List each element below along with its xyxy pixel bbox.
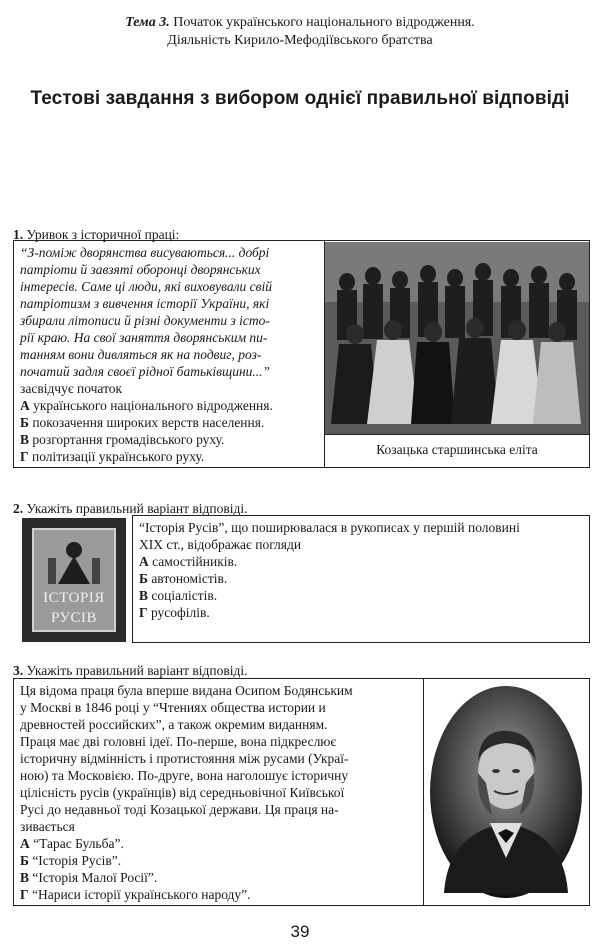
q3-option-d[interactable]: Г “Нариси історії українського народу”. — [20, 887, 251, 902]
q2-option-c[interactable]: В соціалістів. — [139, 588, 218, 603]
q2-text — [139, 519, 585, 621]
q3-text-line: історичну відмінність і протистояння між русами (Украї- — [20, 751, 349, 766]
topic-label: Тема 3. — [125, 15, 170, 30]
q2-book-cover — [22, 518, 126, 642]
q3-option-b[interactable]: Б “Історія Русів”. — [20, 853, 122, 868]
group-photo-illustration — [325, 242, 589, 434]
q1-text — [20, 244, 320, 465]
q2-option-d[interactable]: Г русофілів. — [139, 605, 210, 620]
section-title: Тестові завдання з вибором однієї правильної відповіді — [30, 88, 570, 109]
q1-quote-line: патріоти й завзяті оборонці дворянських — [20, 262, 261, 277]
q1-follow-text: засвідчує початок — [20, 381, 123, 396]
q3-option-a[interactable]: А “Тарас Бульба”. — [20, 836, 124, 851]
q2-number: 2. — [13, 501, 24, 516]
topic-line-1: Початок українського національного відродження. — [173, 15, 475, 30]
q3-text-line: зивається — [20, 819, 75, 834]
q1-quote-line: рії краю. На свої заняття дворянським пи- — [20, 330, 268, 345]
q2-option-b[interactable]: Б автономістів. — [139, 571, 228, 586]
book-cover-frame — [32, 528, 116, 632]
q1-quote-line: “З-поміж дворянства висуваються... добрі — [20, 245, 270, 260]
q3-heading — [13, 663, 248, 679]
q1-quote-line: танням вони дивляться як на подвиг, роз- — [20, 347, 262, 362]
q3-text-line: древностей российских”, а також окремим виданням. — [20, 717, 328, 732]
q1-option-b[interactable]: Б покозачення широких верств населення. — [20, 415, 265, 430]
q1-quote-line: збирали літописи й різні документи з істо- — [20, 313, 270, 328]
q1-quote-line: патріотизм з вивчення історії України, які — [20, 296, 270, 311]
q1-option-d[interactable]: Г політизації українського руху. — [20, 449, 205, 464]
q1-quote-line: інтересів. Саме ці люди, які виховували свій — [20, 279, 273, 294]
q3-portrait — [426, 683, 586, 901]
q3-text — [20, 682, 420, 903]
q3-text-line: ною) та Московією. По-друге, вона наголошує історичну — [20, 768, 349, 783]
topic-line-2: Діяльність Кирило-Мефодіївського братства — [167, 33, 433, 48]
q2-text-line: “Історія Русів”, що поширювалася в рукописах у першій половині — [139, 520, 520, 535]
q1-caption-divider — [325, 434, 589, 435]
q3-text-line: Ця відома праця була вперше видана Осипом Бодянським — [20, 683, 353, 698]
q2-option-a[interactable]: А самостійників. — [139, 554, 238, 569]
q3-text-line: Русі до недавньої тоді Козацької держави. Ця праця на- — [20, 802, 339, 817]
q2-prompt: Укажіть правильний варіант відповіді. — [26, 501, 248, 516]
q1-image-caption: Козацька старшинська еліта — [376, 442, 538, 457]
q1-quote-line: початий задля своєї рідної батьківщини...” — [20, 364, 271, 379]
q1-prompt: Уривок з історичної праці: — [26, 227, 180, 242]
q3-text-line: цілісність русів (українців) від середньовічної Київської — [20, 785, 345, 800]
topic-header — [0, 14, 600, 50]
q3-divider — [423, 679, 424, 905]
q1-number: 1. — [13, 227, 24, 242]
q1-group-photo — [325, 242, 589, 434]
q3-text-line: Праця має дві головні ідеї. По-перше, вона підкреслює — [20, 734, 337, 749]
book-emblem-illustration — [44, 536, 104, 586]
q1-option-a[interactable]: А українського національного відродження. — [20, 398, 273, 413]
q2-text-line: XIX ст., відображає погляди — [139, 537, 302, 552]
q1-box — [13, 240, 590, 468]
q3-box — [13, 678, 590, 906]
page-number: 39 — [290, 922, 310, 941]
q3-option-c[interactable]: В “Історія Малої Росії”. — [20, 870, 158, 885]
q2-box — [132, 515, 590, 643]
q1-option-c[interactable]: В розгортання громадівського руху. — [20, 432, 225, 447]
q3-prompt: Укажіть правильний варіант відповіді. — [26, 663, 248, 678]
q3-number: 3. — [13, 663, 24, 678]
book-cover-title-2: РУСІВ — [50, 610, 98, 626]
q3-text-line: у Москві в 1846 році у “Чтениях общества истории и — [20, 700, 326, 715]
book-cover-title-1: ІСТОРІЯ — [43, 590, 105, 606]
